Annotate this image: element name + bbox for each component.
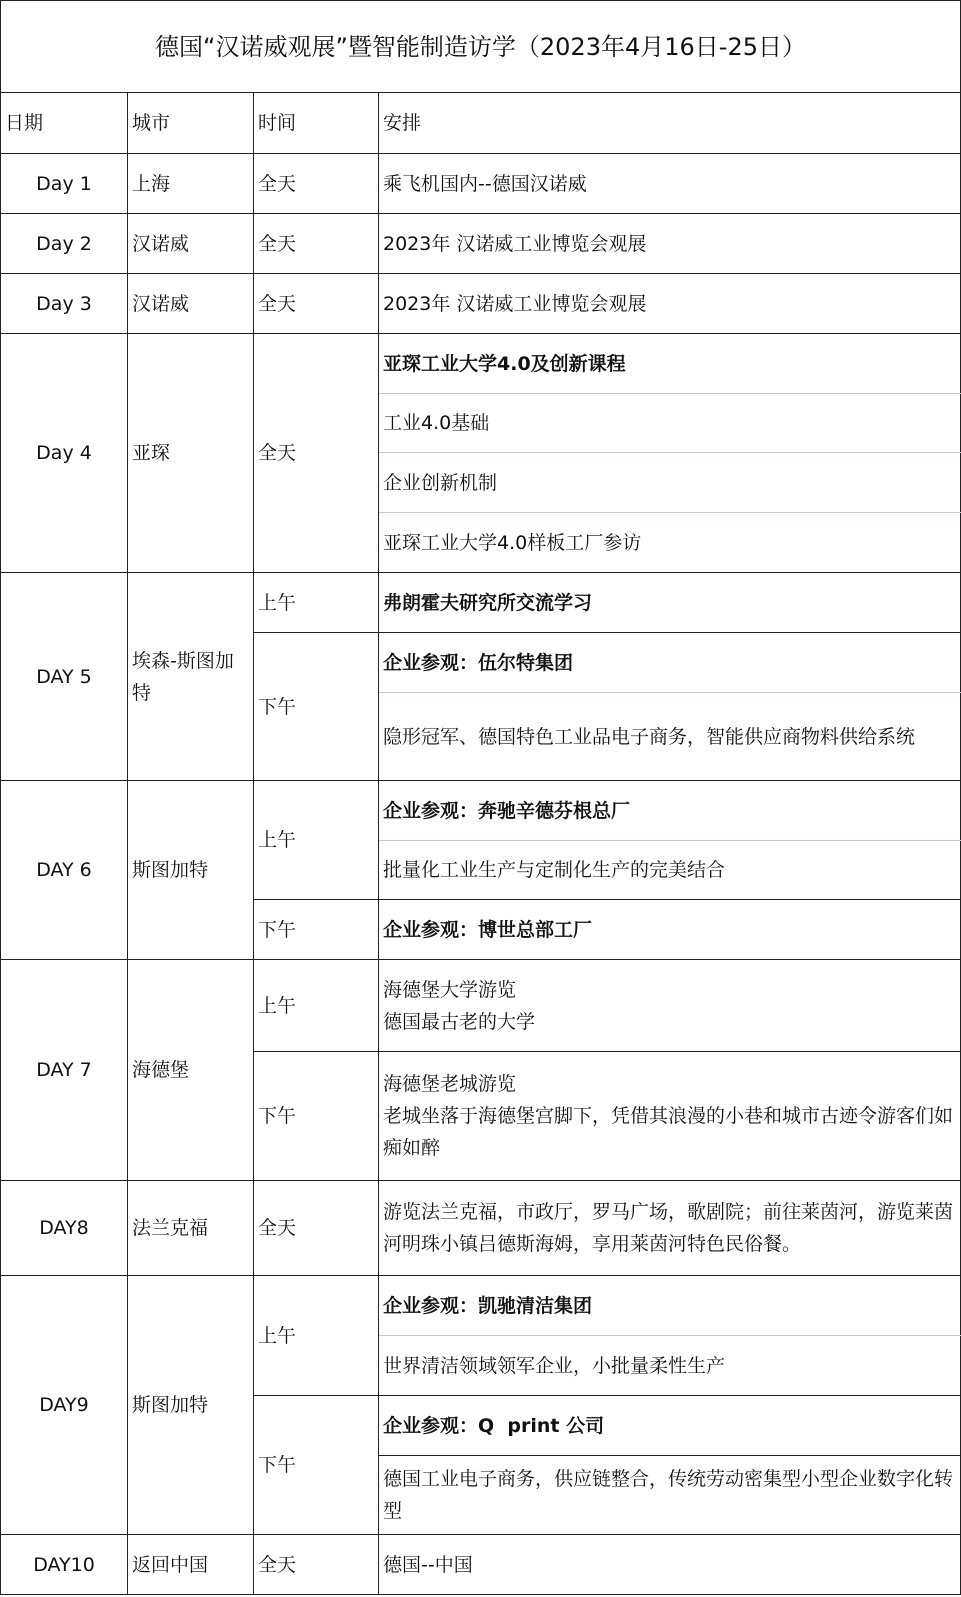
table-row bbox=[1, 1276, 961, 1336]
table-row bbox=[1, 1181, 961, 1276]
plan-line: 海德堡大学游览 bbox=[383, 978, 517, 1001]
table-row bbox=[1, 214, 961, 274]
time-cell: 全天 bbox=[254, 154, 379, 214]
plan-cell: 企业参观：Q print 公司 bbox=[379, 1396, 961, 1456]
table-row bbox=[1, 334, 961, 394]
table-row bbox=[1, 781, 961, 841]
city-cell: 汉诺威 bbox=[128, 274, 254, 334]
plan-cell: 弗朗霍夫研究所交流学习 bbox=[379, 573, 961, 633]
plan-cell: 德国--中国 bbox=[379, 1535, 961, 1595]
time-cell: 上午 bbox=[254, 960, 379, 1052]
plan-cell: 企业参观：伍尔特集团 bbox=[379, 633, 961, 693]
time-cell: 全天 bbox=[254, 1535, 379, 1595]
day-cell: DAY 6 bbox=[1, 781, 128, 960]
city-cell: 法兰克福 bbox=[128, 1181, 254, 1276]
city-cell: 斯图加特 bbox=[128, 1276, 254, 1535]
plan-cell: 游览法兰克福，市政厅，罗马广场，歌剧院；前往莱茵河，游览莱茵河明珠小镇吕德斯海姆，享用莱茵河特色民俗餐。 bbox=[379, 1181, 961, 1276]
table-row bbox=[1, 573, 961, 633]
table-row bbox=[1, 274, 961, 334]
plan-cell: 亚琛工业大学4.0样板工厂参访 bbox=[379, 513, 961, 573]
time-cell: 下午 bbox=[254, 900, 379, 960]
header-row bbox=[1, 93, 961, 154]
day-cell: Day 1 bbox=[1, 154, 128, 214]
plan-cell: 德国工业电子商务，供应链整合，传统劳动密集型小型企业数字化转型 bbox=[379, 1456, 961, 1535]
time-cell: 全天 bbox=[254, 334, 379, 573]
day-cell: DAY 5 bbox=[1, 573, 128, 781]
time-cell: 上午 bbox=[254, 1276, 379, 1396]
day-cell: DAY8 bbox=[1, 1181, 128, 1276]
day-cell: Day 4 bbox=[1, 334, 128, 573]
plan-cell: 企业参观：奔驰辛德芬根总厂 bbox=[379, 781, 961, 841]
plan-line: 德国最古老的大学 bbox=[383, 1010, 536, 1033]
city-cell: 上海 bbox=[128, 154, 254, 214]
plan-cell: 企业参观：凯驰清洁集团 bbox=[379, 1276, 961, 1336]
header-date: 日期 bbox=[1, 93, 128, 154]
time-cell: 上午 bbox=[254, 781, 379, 900]
day-cell: DAY 7 bbox=[1, 960, 128, 1181]
plan-cell: 企业创新机制 bbox=[379, 453, 961, 513]
plan-cell: 2023年 汉诺威工业博览会观展 bbox=[379, 214, 961, 274]
city-cell: 斯图加特 bbox=[128, 781, 254, 960]
plan-cell: 乘飞机国内--德国汉诺威 bbox=[379, 154, 961, 214]
city-cell: 海德堡 bbox=[128, 960, 254, 1181]
table-row bbox=[1, 154, 961, 214]
table-row bbox=[1, 960, 961, 1052]
city-cell: 汉诺威 bbox=[128, 214, 254, 274]
header-time: 时间 bbox=[254, 93, 379, 154]
plan-cell bbox=[379, 1052, 961, 1181]
plan-line: 老城坐落于海德堡宫脚下，凭借其浪漫的小巷和城市古迹令游客们如痴如醉 bbox=[383, 1105, 954, 1159]
plan-line: 海德堡老城游览 bbox=[383, 1073, 517, 1095]
time-cell: 上午 bbox=[254, 573, 379, 633]
plan-cell: 企业参观：博世总部工厂 bbox=[379, 900, 961, 960]
day-cell: DAY10 bbox=[1, 1535, 128, 1595]
header-plan: 安排 bbox=[379, 93, 961, 154]
day-cell: DAY9 bbox=[1, 1276, 128, 1535]
day-cell: Day 3 bbox=[1, 274, 128, 334]
time-cell: 下午 bbox=[254, 1396, 379, 1535]
city-cell: 亚琛 bbox=[128, 334, 254, 573]
time-cell: 下午 bbox=[254, 633, 379, 781]
city-cell: 返回中国 bbox=[128, 1535, 254, 1595]
plan-cell: 世界清洁领域领军企业，小批量柔性生产 bbox=[379, 1336, 961, 1396]
plan-cell: 2023年 汉诺威工业博览会观展 bbox=[379, 274, 961, 334]
day-cell: Day 2 bbox=[1, 214, 128, 274]
city-cell: 埃森-斯图加特 bbox=[128, 573, 254, 781]
plan-cell: 隐形冠军、德国特色工业品电子商务，智能供应商物料供给系统 bbox=[379, 693, 961, 781]
time-cell: 下午 bbox=[254, 1052, 379, 1181]
plan-cell: 工业4.0基础 bbox=[379, 394, 961, 453]
table-row bbox=[1, 1535, 961, 1595]
time-cell: 全天 bbox=[254, 274, 379, 334]
page-title: 德国“汉诺威观展”暨智能制造访学（2023年4月16日-25日） bbox=[1, 1, 961, 93]
plan-cell: 批量化工业生产与定制化生产的完美结合 bbox=[379, 841, 961, 900]
plan-cell: 亚琛工业大学4.0及创新课程 bbox=[379, 334, 961, 394]
plan-cell bbox=[379, 960, 961, 1052]
header-city: 城市 bbox=[128, 93, 254, 154]
time-cell: 全天 bbox=[254, 1181, 379, 1276]
time-cell: 全天 bbox=[254, 214, 379, 274]
